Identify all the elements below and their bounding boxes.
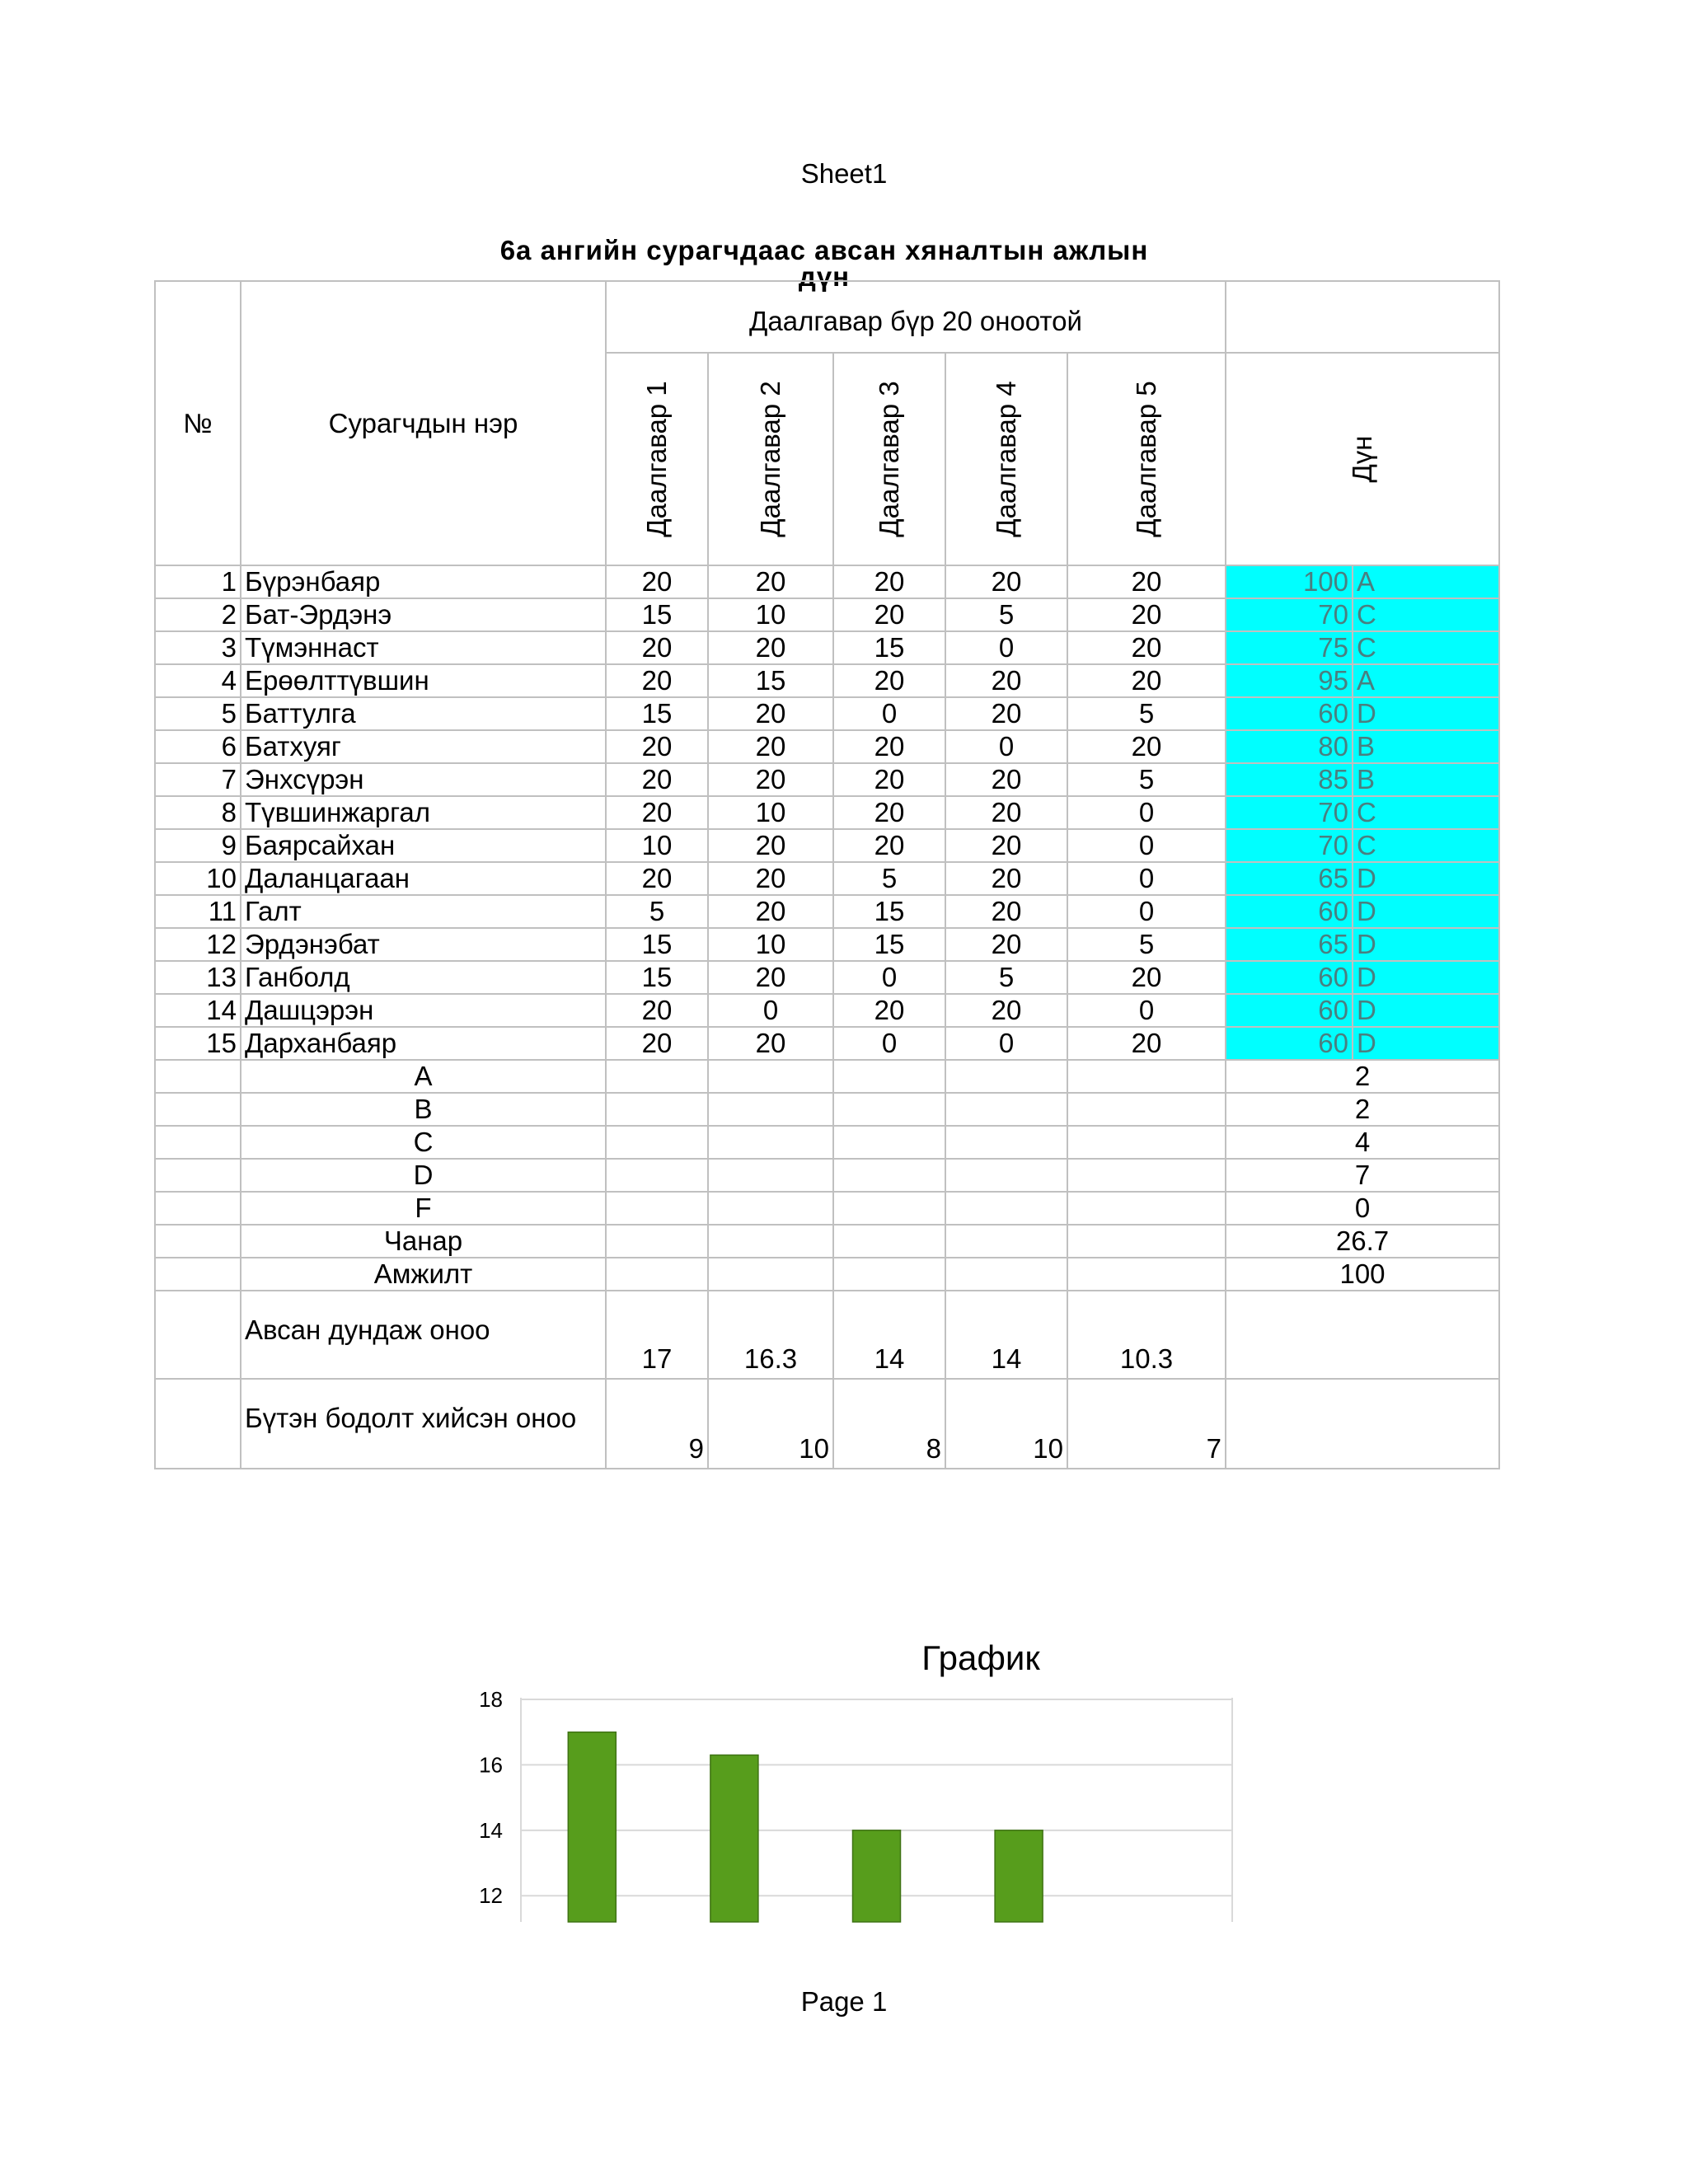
summary-empty-cell — [833, 1060, 945, 1093]
summary-empty-cell — [833, 1258, 945, 1291]
task-score: 20 — [708, 961, 833, 994]
task-score: 15 — [833, 631, 945, 664]
average-blank — [155, 1291, 241, 1379]
student-row — [155, 1027, 1499, 1060]
y-tick-label: 14 — [479, 1817, 503, 1843]
summary-empty-cell — [606, 1159, 708, 1192]
header-row — [155, 281, 1499, 353]
summary-row — [155, 1060, 1499, 1093]
task-score: 20 — [708, 862, 833, 895]
task-score: 0 — [833, 1027, 945, 1060]
task-score: 15 — [833, 928, 945, 961]
average-value: 17 — [606, 1291, 708, 1379]
letter-grade: A — [1353, 664, 1499, 697]
task-score: 20 — [833, 829, 945, 862]
full-solution-result-blank — [1226, 1379, 1499, 1469]
summary-empty-cell — [606, 1225, 708, 1258]
summary-label: D — [241, 1159, 606, 1192]
student-number: 12 — [155, 928, 241, 961]
student-name: Батхуяг — [241, 730, 606, 763]
student-row — [155, 697, 1499, 730]
total-score: 60 — [1226, 1027, 1353, 1060]
letter-grade: C — [1353, 598, 1499, 631]
student-row — [155, 763, 1499, 796]
student-row — [155, 961, 1499, 994]
average-label: Авсан дундаж оноо — [241, 1291, 606, 1379]
chart-title: График — [921, 1638, 1040, 1677]
summary-value: 100 — [1226, 1258, 1499, 1291]
result-header-label: Дүн — [1347, 435, 1377, 483]
summary-empty-cell — [708, 1060, 833, 1093]
letter-grade: B — [1353, 730, 1499, 763]
summary-empty-cell — [606, 1258, 708, 1291]
page-footer: Page 1 — [800, 1986, 888, 2017]
task-score: 15 — [708, 664, 833, 697]
student-number: 11 — [155, 895, 241, 928]
letter-grade: D — [1353, 928, 1499, 961]
summary-blank — [155, 1126, 241, 1159]
full-solution-blank — [155, 1379, 241, 1469]
full-solution-row — [155, 1379, 1499, 1469]
task-score: 0 — [945, 730, 1067, 763]
total-score: 80 — [1226, 730, 1353, 763]
student-name: Энхсүрэн — [241, 763, 606, 796]
total-score: 60 — [1226, 994, 1353, 1027]
average-value: 16.3 — [708, 1291, 833, 1379]
task-score: 20 — [606, 664, 708, 697]
task-score: 20 — [833, 763, 945, 796]
task-score: 10 — [708, 928, 833, 961]
task-header-4 — [945, 353, 1067, 565]
task-header-label: Даалгавар 1 — [641, 381, 672, 537]
task-score: 0 — [833, 697, 945, 730]
summary-empty-cell — [833, 1192, 945, 1225]
student-name: Даланцагаан — [241, 862, 606, 895]
summary-blank — [155, 1258, 241, 1291]
student-number: 14 — [155, 994, 241, 1027]
summary-empty-cell — [945, 1060, 1067, 1093]
task-header-label: Даалгавар 3 — [874, 381, 904, 537]
student-number: 13 — [155, 961, 241, 994]
task-score: 20 — [833, 994, 945, 1027]
summary-value: 7 — [1226, 1159, 1499, 1192]
summary-row — [155, 1159, 1499, 1192]
task-score: 20 — [708, 697, 833, 730]
student-name: Ерөөлттүвшин — [241, 664, 606, 697]
task-score: 20 — [833, 565, 945, 598]
task-header-3 — [833, 353, 945, 565]
total-score: 60 — [1226, 697, 1353, 730]
summary-empty-cell — [1067, 1192, 1226, 1225]
task-score: 0 — [1067, 796, 1226, 829]
task-score: 20 — [606, 1027, 708, 1060]
letter-grade: D — [1353, 697, 1499, 730]
student-row — [155, 796, 1499, 829]
total-score: 70 — [1226, 796, 1353, 829]
summary-empty-cell — [945, 1126, 1067, 1159]
letter-grade: D — [1353, 862, 1499, 895]
average-row — [155, 1291, 1499, 1379]
student-name: Дарханбаяр — [241, 1027, 606, 1060]
student-number: 4 — [155, 664, 241, 697]
task-score: 5 — [606, 895, 708, 928]
task-score: 20 — [1067, 664, 1226, 697]
task-score: 20 — [1067, 631, 1226, 664]
task-score: 20 — [945, 697, 1067, 730]
summary-value: 2 — [1226, 1060, 1499, 1093]
student-name: Ганболд — [241, 961, 606, 994]
summary-empty-cell — [945, 1258, 1067, 1291]
task-score: 20 — [945, 565, 1067, 598]
letter-grade: C — [1353, 796, 1499, 829]
task-score: 20 — [708, 829, 833, 862]
summary-label: C — [241, 1126, 606, 1159]
student-number: 5 — [155, 697, 241, 730]
sheet-name: Sheet1 — [800, 158, 888, 189]
task-score: 20 — [606, 763, 708, 796]
task-header-label: Даалгавар 5 — [1131, 381, 1161, 537]
total-score: 60 — [1226, 961, 1353, 994]
task-score: 0 — [1067, 829, 1226, 862]
grade-table — [154, 280, 1500, 1469]
student-name: Бүрэнбаяр — [241, 565, 606, 598]
student-number: 10 — [155, 862, 241, 895]
summary-empty-cell — [1067, 1225, 1226, 1258]
summary-label: A — [241, 1060, 606, 1093]
task-score: 15 — [606, 697, 708, 730]
task-score: 20 — [945, 862, 1067, 895]
task-score: 20 — [1067, 565, 1226, 598]
task-score: 20 — [945, 763, 1067, 796]
task-score: 20 — [945, 994, 1067, 1027]
student-row — [155, 598, 1499, 631]
full-solution-value: 8 — [833, 1379, 945, 1469]
task-header-label: Даалгавар 4 — [991, 381, 1021, 537]
total-score: 95 — [1226, 664, 1353, 697]
student-name: Баттулга — [241, 697, 606, 730]
task-score: 5 — [945, 961, 1067, 994]
summary-row — [155, 1258, 1499, 1291]
task-score: 0 — [708, 994, 833, 1027]
student-name: Эрдэнэбат — [241, 928, 606, 961]
task-score: 20 — [606, 565, 708, 598]
task-score: 20 — [833, 598, 945, 631]
total-score: 70 — [1226, 598, 1353, 631]
summary-row — [155, 1093, 1499, 1126]
summary-empty-cell — [1067, 1258, 1226, 1291]
total-score: 100 — [1226, 565, 1353, 598]
summary-value: 4 — [1226, 1126, 1499, 1159]
task-score: 20 — [1067, 598, 1226, 631]
task-score: 20 — [708, 1027, 833, 1060]
task-score: 20 — [1067, 961, 1226, 994]
task-score: 20 — [945, 664, 1067, 697]
full-solution-value: 7 — [1067, 1379, 1226, 1469]
summary-empty-cell — [606, 1192, 708, 1225]
average-result-blank — [1226, 1291, 1499, 1379]
summary-empty-cell — [1067, 1060, 1226, 1093]
task-score: 15 — [606, 961, 708, 994]
task-score: 10 — [708, 598, 833, 631]
task-score: 20 — [945, 796, 1067, 829]
task-header-5 — [1067, 353, 1226, 565]
average-value: 14 — [833, 1291, 945, 1379]
chart-bar — [853, 1830, 901, 1922]
letter-grade: A — [1353, 565, 1499, 598]
task-score: 10 — [606, 829, 708, 862]
task-score: 20 — [606, 796, 708, 829]
task-score: 0 — [945, 1027, 1067, 1060]
task-score: 20 — [606, 862, 708, 895]
summary-blank — [155, 1225, 241, 1258]
total-score: 65 — [1226, 862, 1353, 895]
letter-grade: D — [1353, 994, 1499, 1027]
task-score: 20 — [945, 895, 1067, 928]
average-value: 10.3 — [1067, 1291, 1226, 1379]
chart-bar — [995, 1830, 1043, 1922]
summary-label: Амжилт — [241, 1258, 606, 1291]
student-number: 6 — [155, 730, 241, 763]
task-score: 20 — [833, 730, 945, 763]
summary-empty-cell — [833, 1126, 945, 1159]
summary-empty-cell — [1067, 1159, 1226, 1192]
summary-label: F — [241, 1192, 606, 1225]
task-score: 0 — [1067, 895, 1226, 928]
letter-grade: C — [1353, 631, 1499, 664]
report-title-line1: 6а ангийн сурагчдаас авсан хяналтын ажлын — [499, 235, 1149, 265]
task-score: 20 — [1067, 1027, 1226, 1060]
task-score: 20 — [708, 895, 833, 928]
summary-blank — [155, 1060, 241, 1093]
task-score: 20 — [833, 664, 945, 697]
student-number: 2 — [155, 598, 241, 631]
letter-grade: D — [1353, 895, 1499, 928]
letter-grade: C — [1353, 829, 1499, 862]
summary-row — [155, 1126, 1499, 1159]
full-solution-value: 9 — [606, 1379, 708, 1469]
average-value: 14 — [945, 1291, 1067, 1379]
summary-empty-cell — [1067, 1126, 1226, 1159]
result-header — [1226, 353, 1499, 565]
summary-label: B — [241, 1093, 606, 1126]
task-score: 10 — [708, 796, 833, 829]
full-solution-label: Бүтэн бодолт хийсэн оноо — [241, 1379, 606, 1469]
student-name: Дашцэрэн — [241, 994, 606, 1027]
student-row — [155, 565, 1499, 598]
summary-empty-cell — [945, 1225, 1067, 1258]
summary-empty-cell — [945, 1159, 1067, 1192]
task-score: 5 — [1067, 763, 1226, 796]
student-name: Бат-Эрдэнэ — [241, 598, 606, 631]
summary-empty-cell — [708, 1093, 833, 1126]
letter-grade: D — [1353, 961, 1499, 994]
summary-blank — [155, 1093, 241, 1126]
task-score: 0 — [833, 961, 945, 994]
task-score: 20 — [945, 928, 1067, 961]
y-tick-label: 16 — [479, 1752, 503, 1778]
task-score: 20 — [945, 829, 1067, 862]
student-name: Түмэннаст — [241, 631, 606, 664]
task-score: 20 — [708, 763, 833, 796]
student-row — [155, 994, 1499, 1027]
student-name: Баярсайхан — [241, 829, 606, 862]
letter-grade: D — [1353, 1027, 1499, 1060]
total-score: 70 — [1226, 829, 1353, 862]
no-header: № — [155, 281, 241, 565]
y-tick-label: 18 — [479, 1687, 503, 1712]
bar-chart — [462, 1681, 1253, 1929]
summary-label: Чанар — [241, 1225, 606, 1258]
task-score: 20 — [606, 631, 708, 664]
student-row — [155, 631, 1499, 664]
summary-empty-cell — [708, 1225, 833, 1258]
summary-empty-cell — [606, 1126, 708, 1159]
task-score: 5 — [833, 862, 945, 895]
summary-value: 0 — [1226, 1192, 1499, 1225]
student-row — [155, 895, 1499, 928]
summary-empty-cell — [606, 1093, 708, 1126]
name-header: Сурагчдын нэр — [241, 281, 606, 565]
summary-empty-cell — [708, 1159, 833, 1192]
student-row — [155, 862, 1499, 895]
summary-empty-cell — [833, 1225, 945, 1258]
full-solution-value: 10 — [945, 1379, 1067, 1469]
task-header-1 — [606, 353, 708, 565]
task-score: 20 — [708, 631, 833, 664]
student-number: 9 — [155, 829, 241, 862]
full-solution-value: 10 — [708, 1379, 833, 1469]
total-score: 65 — [1226, 928, 1353, 961]
y-tick-label: 12 — [479, 1883, 503, 1909]
chart-bar — [710, 1755, 758, 1923]
summary-row — [155, 1225, 1499, 1258]
report-title-line2: дүн — [798, 261, 851, 292]
total-score: 85 — [1226, 763, 1353, 796]
task-header-label: Даалгавар 2 — [755, 381, 785, 537]
student-row — [155, 928, 1499, 961]
student-number: 7 — [155, 763, 241, 796]
student-row — [155, 664, 1499, 697]
task-score: 20 — [606, 994, 708, 1027]
tasks-group-header: Даалгавар бүр 20 оноотой — [606, 281, 1226, 353]
student-number: 1 — [155, 565, 241, 598]
student-number: 3 — [155, 631, 241, 664]
task-score: 0 — [1067, 994, 1226, 1027]
summary-empty-cell — [708, 1126, 833, 1159]
task-score: 0 — [945, 631, 1067, 664]
task-score: 20 — [833, 796, 945, 829]
task-score: 5 — [1067, 928, 1226, 961]
summary-empty-cell — [945, 1192, 1067, 1225]
student-name: Галт — [241, 895, 606, 928]
student-row — [155, 730, 1499, 763]
summary-empty-cell — [708, 1258, 833, 1291]
student-number: 15 — [155, 1027, 241, 1060]
student-row — [155, 829, 1499, 862]
task-score: 5 — [1067, 697, 1226, 730]
summary-blank — [155, 1192, 241, 1225]
summary-value: 2 — [1226, 1093, 1499, 1126]
total-score: 75 — [1226, 631, 1353, 664]
chart-bar — [568, 1732, 616, 1922]
summary-row — [155, 1192, 1499, 1225]
task-score: 20 — [606, 730, 708, 763]
summary-empty-cell — [833, 1093, 945, 1126]
summary-empty-cell — [708, 1192, 833, 1225]
summary-empty-cell — [833, 1159, 945, 1192]
student-number: 8 — [155, 796, 241, 829]
total-score: 60 — [1226, 895, 1353, 928]
task-score: 20 — [1067, 730, 1226, 763]
letter-grade: B — [1353, 763, 1499, 796]
task-score: 20 — [708, 730, 833, 763]
task-header-2 — [708, 353, 833, 565]
student-name: Түвшинжаргал — [241, 796, 606, 829]
summary-blank — [155, 1159, 241, 1192]
task-score: 5 — [945, 598, 1067, 631]
task-score: 15 — [833, 895, 945, 928]
result-group-header — [1226, 281, 1499, 353]
task-score: 20 — [708, 565, 833, 598]
task-score: 15 — [606, 928, 708, 961]
task-score: 15 — [606, 598, 708, 631]
summary-empty-cell — [606, 1060, 708, 1093]
summary-empty-cell — [945, 1093, 1067, 1126]
summary-empty-cell — [1067, 1093, 1226, 1126]
summary-value: 26.7 — [1226, 1225, 1499, 1258]
task-score: 0 — [1067, 862, 1226, 895]
